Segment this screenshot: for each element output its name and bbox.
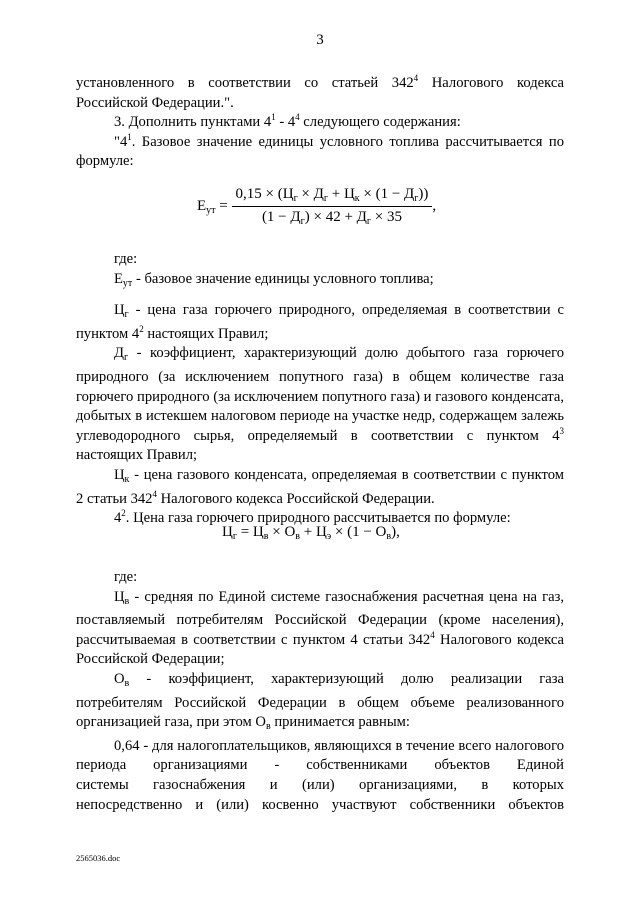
formula-fraction	[232, 186, 433, 227]
paragraph-item-4-1: "$4^1$. Базовое значение единицы условного топлива рассчитывается по формуле:	[76, 131, 564, 170]
where-label-2: где:	[114, 569, 138, 585]
formula-denominator: $(1 - Д_г) \times 42 + Д_г \times 35$	[261, 209, 402, 227]
definition-c-v: $Ц_в$ - средняя по Единой системе газоснабжения расчетная цена на газ, поставляемый потребителям Российской Федерации (кроме населения), рассчитываемая в соответствии с пунктом 4 статьи $342^4$ Налогового кодекса Российской Федерации;	[76, 588, 564, 668]
coefficient-064-line2: системы газоснабжения и (или) организациями, в которых	[76, 776, 564, 793]
definition-d-g: $Д_г$ - коэффициент, характеризующий долю добытого газа горючего природного (за исключением попутного газа) в общем количестве газа горючего природного (за исключением попутного газа) и газового конденсата, добытых в истекшем налоговом периоде на участке недр, содержащем залежь углеводородного сырья, определяемый в соответствии с пунктом $4^3$ настоящих Правил;	[76, 345, 564, 464]
page-number: 3	[316, 32, 324, 48]
definition-e-ut: $Е_{ут}$ - базовое значение единицы условного топлива;	[114, 270, 434, 289]
definitions-block-2	[76, 568, 564, 815]
document-footer: 2565036.doc	[76, 853, 121, 863]
intro-block	[76, 74, 564, 172]
definitions-block-1	[76, 250, 564, 529]
formula-base-value: $Е_{ут}$ = $\frac{0,15 \times (Ц_г \times Д_г + Ц_к \times (1 - Д_г))}{(1 - Д_г) \times 42 + Д_г \times 35}$ ,	[197, 186, 437, 227]
paragraph-item-3: 3. Дополнить пунктами $4^1 - 4^4$ следующего содержания:	[114, 112, 461, 131]
formula-numerator: $0,15 \times (Ц_г \times Д_г + Ц_к \times (1 - Д_г))$	[232, 186, 433, 207]
definition-c-g: $Ц_г$ - цена газа горючего природного, определяемая в соответствии с пунктом $4^2$ настоящих Правил;	[76, 302, 564, 342]
paragraph-continuation: установленного в соответствии со статьей $342^4$ Налогового кодекса Российской Федерации.".	[76, 73, 565, 111]
formula-gas-price: $Ц_г = Ц_в \times О_в + Ц_э \times (1 - О_в)$,	[222, 524, 400, 542]
definition-o-v: $О_в$ - коэффициент, характеризующий долю реализации газа потребителям Российской Федерации в общем объеме реализованного организацией газа, при этом $О_в$ принимается равным:	[76, 670, 564, 733]
paragraph-item-4-2: $4^2$. Цена газа горючего природного рассчитывается по формуле:	[114, 508, 511, 527]
definition-c-k: $Ц_к$ - цена газового конденсата, определяемая в соответствии с пунктом 2 статьи $342^4$ Налогового кодекса Российской Федерации.	[76, 466, 564, 507]
coefficient-064-line3: непосредственно и (или) косвенно участвуют собственники объектов	[76, 796, 564, 813]
coefficient-064: 0,64 - для налогоплательщиков, являющихся в течение всего налогового периода организациями - собственниками объектов Единой	[76, 737, 564, 774]
where-label: где:	[114, 251, 138, 267]
